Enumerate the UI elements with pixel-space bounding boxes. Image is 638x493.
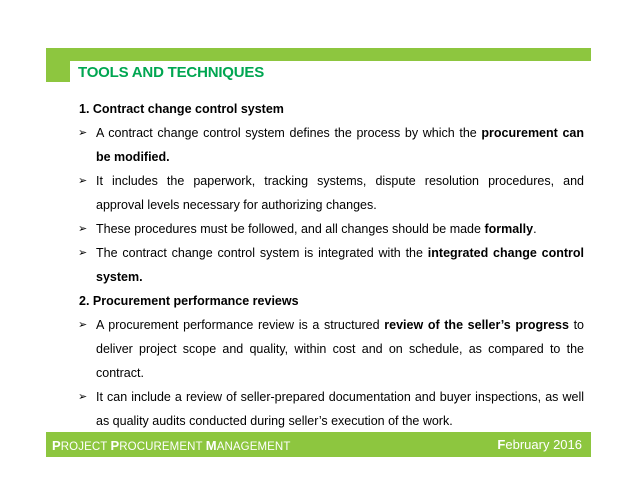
bullet-item: ➢ A contract change control system defines the process by which the procurement can be modified.: [79, 121, 584, 169]
arrow-bullet-icon: ➢: [78, 391, 88, 403]
bullet-item: ➢ It includes the paperwork, tracking systems, dispute resolution procedures, and approval levels necessary for authorizing changes.: [79, 169, 584, 217]
slide-content: [79, 97, 584, 433]
bullet-item: ➢ The contract change control system is integrated with the integrated change control system.: [79, 241, 584, 289]
section-heading-1: 1. Contract change control system: [79, 102, 284, 116]
bullet-item: ➢ It can include a review of seller-prepared documentation and buyer inspections, as well as quality audits conducted during seller’s execution of the work.: [79, 385, 584, 433]
arrow-bullet-icon: ➢: [78, 127, 88, 139]
slide-title: TOOLS AND TECHNIQUES: [78, 64, 265, 81]
arrow-bullet-icon: ➢: [78, 223, 88, 235]
arrow-bullet-icon: ➢: [78, 175, 88, 187]
bullet-item: ➢ These procedures must be followed, and all changes should be made formally.: [79, 217, 584, 241]
footer-course-title: PROJECT PROCUREMENT MANAGEMENT: [52, 438, 291, 453]
arrow-bullet-icon: ➢: [78, 319, 88, 331]
section-heading-2: 2. Procurement performance reviews: [79, 294, 299, 308]
bullet-item: ➢ A procurement performance review is a structured review of the seller’s progress to deliver project scope and quality, within cost and on schedule, as compared to the contract.: [79, 313, 584, 385]
footer-date: February 2016: [497, 437, 582, 452]
arrow-bullet-icon: ➢: [78, 247, 88, 259]
